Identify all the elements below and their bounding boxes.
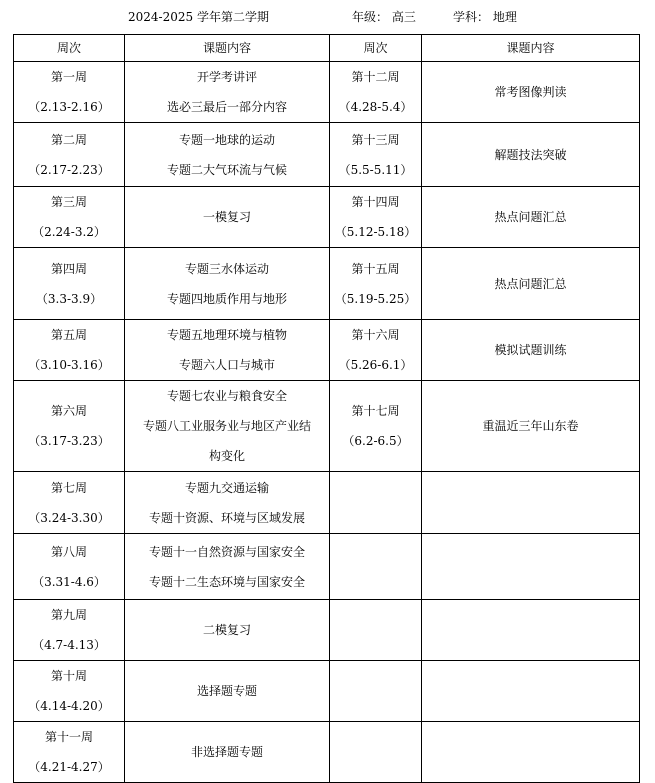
week-dates: （4.14-4.20）: [28, 699, 110, 713]
topic-line: 专题二大气环流与气候: [166, 162, 287, 177]
topic-line: 专题十资源、环境与区域发展: [148, 510, 305, 525]
topic-line: 专题一地球的运动: [178, 132, 275, 147]
week-dates: （5.12-5.18）: [334, 225, 417, 239]
schedule-body: [14, 62, 640, 783]
week-cell-left: [14, 381, 125, 472]
content-cell-right: [422, 187, 640, 248]
content-cell-left: [125, 600, 330, 661]
topic-line: 构变化: [208, 449, 245, 463]
topic-line: 专题四地质作用与地形: [166, 291, 287, 306]
topic-line: 重温近三年山东卷: [482, 419, 579, 433]
week-dates: （5.26-6.1）: [338, 358, 413, 372]
week-cell-right: [330, 248, 422, 320]
topic-line: 常考图像判读: [494, 85, 567, 99]
week-cell-left: [14, 62, 125, 123]
topic-line: 专题五地理环境与植物: [166, 328, 287, 342]
week-cell-right: [330, 534, 422, 600]
week-cell-left: [14, 123, 125, 187]
header-content-left: 课题内容: [125, 35, 330, 62]
week-dates: （2.13-2.16）: [28, 100, 110, 114]
week-name: 第一周: [50, 70, 87, 84]
topic-line: 二模复习: [202, 623, 251, 637]
week-name: 第七周: [50, 480, 87, 495]
content-cell-right: [422, 123, 640, 187]
week-name: 第十七周: [351, 404, 400, 418]
topic-line: 热点问题汇总: [494, 210, 567, 224]
content-cell-left: [125, 534, 330, 600]
content-cell-left: [125, 381, 330, 472]
content-cell-right: [422, 661, 640, 722]
content-cell-right: [422, 381, 640, 472]
week-cell-right: [330, 722, 422, 783]
week-cell-left: [14, 187, 125, 248]
table-row: [14, 722, 640, 783]
header-week-left: 周次: [14, 35, 125, 62]
topic-line: 模拟试题训练: [494, 343, 567, 357]
week-dates: （3.31-4.6）: [32, 574, 106, 589]
topic-line: 选必三最后一部分内容: [166, 100, 287, 114]
week-dates: （3.10-3.16）: [28, 358, 110, 372]
week-name: 第九周: [50, 608, 87, 622]
content-cell-left: [125, 472, 330, 534]
document-header: [0, 8, 655, 26]
table-row: [14, 320, 640, 381]
table-row: [14, 600, 640, 661]
week-dates: （4.28-5.4）: [338, 100, 413, 114]
content-cell-left: [125, 187, 330, 248]
week-cell-right: [330, 320, 422, 381]
table-header-row: [14, 35, 640, 62]
content-cell-left: [125, 62, 330, 123]
week-name: 第十五周: [351, 261, 400, 276]
week-cell-right: [330, 187, 422, 248]
content-cell-right: [422, 534, 640, 600]
week-cell-left: [14, 661, 125, 722]
content-cell-right: [422, 248, 640, 320]
content-cell-left: [125, 722, 330, 783]
table-row: [14, 123, 640, 187]
week-cell-left: [14, 248, 125, 320]
table-row: [14, 187, 640, 248]
week-cell-right: [330, 123, 422, 187]
topic-line: 解题技法突破: [494, 147, 567, 162]
topic-line: 专题三水体运动: [184, 261, 269, 276]
week-cell-left: [14, 472, 125, 534]
week-cell-right: [330, 381, 422, 472]
topic-line: 选择题专题: [196, 684, 257, 698]
week-cell-left: [14, 320, 125, 381]
week-dates: （5.5-5.11）: [338, 162, 413, 177]
week-cell-left: [14, 722, 125, 783]
week-dates: （4.7-4.13）: [32, 638, 106, 652]
topic-line: 专题十一自然资源与国家安全: [148, 544, 305, 559]
content-cell-right: [422, 600, 640, 661]
header-week-right: 周次: [330, 35, 422, 62]
content-cell-left: [125, 123, 330, 187]
content-cell-right: [422, 472, 640, 534]
topic-line: 开学考讲评: [196, 70, 257, 84]
week-dates: （3.24-3.30）: [28, 510, 110, 525]
week-cell-right: [330, 661, 422, 722]
week-name: 第十四周: [351, 195, 400, 209]
week-name: 第十二周: [351, 70, 400, 84]
content-cell-left: [125, 248, 330, 320]
week-name: 第十六周: [351, 328, 400, 342]
grade-label: 年级： 高三: [352, 10, 416, 24]
week-dates: （3.17-3.23）: [28, 434, 110, 448]
term-label: 2024-2025 学年第二学期: [128, 10, 269, 24]
week-dates: （4.21-4.27）: [28, 760, 110, 774]
table-row: [14, 534, 640, 600]
week-dates: （3.3-3.9）: [35, 291, 103, 306]
week-cell-right: [330, 600, 422, 661]
week-name: 第二周: [50, 132, 87, 147]
week-dates: （6.2-6.5）: [342, 434, 409, 448]
week-cell-left: [14, 600, 125, 661]
week-cell-left: [14, 534, 125, 600]
content-cell-left: [125, 320, 330, 381]
week-dates: （2.17-2.23）: [28, 162, 110, 177]
table-row: [14, 381, 640, 472]
topic-line: 非选择题专题: [190, 745, 263, 759]
schedule-table: [13, 34, 640, 783]
subject-label: 学科： 地理: [453, 10, 517, 24]
week-cell-right: [330, 62, 422, 123]
content-cell-left: [125, 661, 330, 722]
week-dates: （5.19-5.25）: [334, 291, 417, 306]
content-cell-right: [422, 320, 640, 381]
week-name: 第六周: [50, 404, 87, 418]
topic-line: 专题九交通运输: [184, 480, 269, 495]
week-dates: （2.24-3.2）: [32, 225, 106, 239]
week-cell-right: [330, 472, 422, 534]
topic-line: 一模复习: [202, 210, 251, 224]
table-row: [14, 472, 640, 534]
week-name: 第五周: [50, 328, 87, 342]
week-name: 第三周: [50, 195, 87, 209]
topic-line: 专题七农业与粮食安全: [166, 389, 287, 403]
table-row: [14, 62, 640, 123]
topic-line: 专题六人口与城市: [178, 358, 275, 372]
header-content-right: 课题内容: [422, 35, 640, 62]
topic-line: 专题八工业服务业与地区产业结: [142, 419, 311, 433]
content-cell-right: [422, 62, 640, 123]
table-row: [14, 661, 640, 722]
content-cell-right: [422, 722, 640, 783]
table-row: [14, 248, 640, 320]
topic-line: 热点问题汇总: [494, 276, 567, 291]
week-name: 第四周: [50, 261, 87, 276]
topic-line: 专题十二生态环境与国家安全: [148, 574, 305, 589]
week-name: 第十周: [50, 669, 87, 683]
week-name: 第十三周: [351, 132, 400, 147]
week-name: 第十一周: [44, 730, 93, 744]
week-name: 第八周: [50, 544, 87, 559]
